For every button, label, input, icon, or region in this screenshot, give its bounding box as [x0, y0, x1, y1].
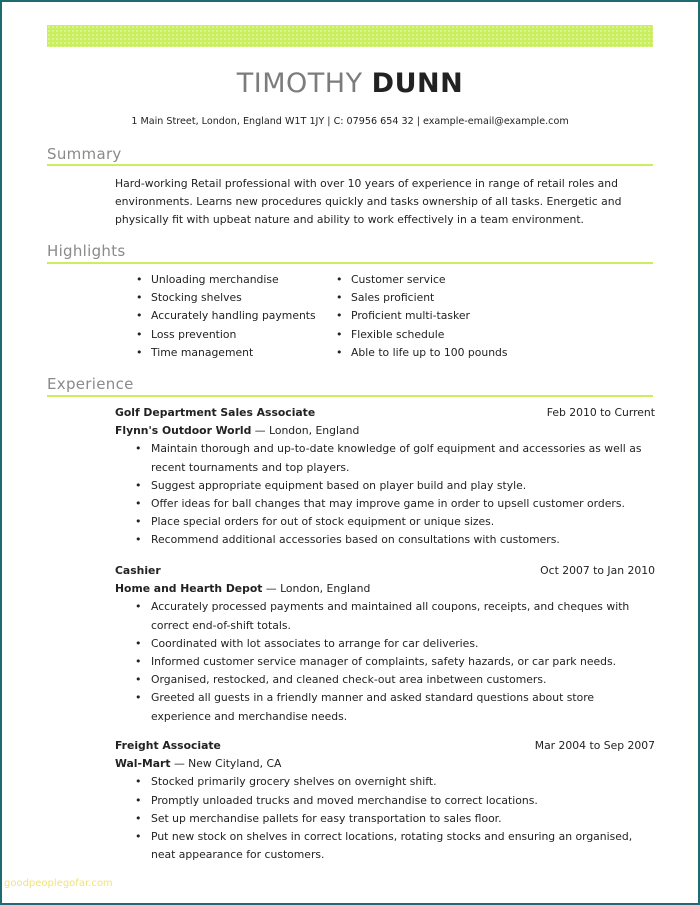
company-name: Wal-Mart — [115, 757, 171, 771]
job-bullet: • Informed customer service manager of complaints, safety hazards, or car park needs. — [135, 653, 655, 671]
highlight-item: • Customer service — [334, 271, 508, 289]
job-bullet: • Offer ideas for ball changes that may improve game in order to upsell customer orders. — [135, 495, 655, 513]
highlight-item: • Flexible schedule — [334, 326, 508, 344]
job-bullet: • Coordinated with lot associates to arrange for car deliveries. — [135, 635, 655, 653]
job-title: Golf Department Sales Associate — [115, 406, 316, 419]
highlights-rule — [47, 262, 653, 264]
watermark-text: goodpeoplegofar.com — [4, 878, 113, 889]
highlight-item: • Loss prevention — [134, 326, 316, 344]
candidate-name — [0, 68, 700, 99]
highlights-heading: Highlights — [47, 242, 126, 260]
highlight-item: • Sales proficient — [334, 289, 508, 307]
summary-line: environments. Learns new procedures quickly and tasks ownership of all tasks. Energetic and — [115, 195, 622, 208]
summary-line: Hard-working Retail professional with over 10 years of experience in range of retail roles and — [115, 177, 618, 190]
job-bullets — [135, 440, 655, 549]
job-bullet: • Accurately processed payments and maintained all coupons, receipts, and cheques with correct end-of-shift totals. — [135, 598, 655, 634]
job-dates: Mar 2004 to Sep 2007 — [534, 739, 655, 752]
contact-line: 1 Main Street, London, England W1T 1JY | C: 07956 654 32 | example-email@example.com — [131, 116, 569, 127]
company-name: Flynn's Outdoor World — [115, 424, 252, 438]
experience-heading: Experience — [47, 375, 134, 393]
job-bullets — [135, 773, 655, 864]
highlight-item: • Able to life up to 100 pounds — [334, 344, 508, 362]
highlight-item: • Unloading merchandise — [134, 271, 316, 289]
job-bullet: • Organised, restocked, and cleaned check-out area inbetween customers. — [135, 671, 655, 689]
company-location: — London, England — [251, 424, 360, 438]
highlight-item: • Accurately handling payments — [134, 307, 316, 325]
company-location: — New Cityland, CA — [170, 757, 282, 771]
job-entry — [115, 562, 655, 726]
summary-heading: Summary — [47, 145, 122, 163]
job-bullet: • Recommend additional accessories based on consultations with customers. — [135, 531, 655, 549]
company-name: Home and Hearth Depot — [115, 582, 263, 596]
job-bullet: • Maintain thorough and up-to-date knowledge of golf equipment and accessories as well as recent tournaments and top players. — [135, 440, 655, 476]
highlights-right-list — [334, 271, 508, 362]
last-name: DUNN — [371, 68, 464, 99]
job-title: Freight Associate — [115, 739, 221, 752]
job-bullet: • Promptly unloaded trucks and moved merchandise to correct locations. — [135, 792, 655, 810]
job-bullet: • Set up merchandise pallets for easy transportation to sales floor. — [135, 810, 655, 828]
job-title: Cashier — [115, 564, 161, 577]
job-entry — [115, 737, 655, 864]
job-dates: Oct 2007 to Jan 2010 — [540, 564, 655, 577]
summary-rule — [47, 164, 653, 166]
highlight-item: • Proficient multi-tasker — [334, 307, 508, 325]
job-bullet: • Place special orders for out of stock equipment or unique sizes. — [135, 513, 655, 531]
job-bullets — [135, 598, 655, 725]
job-entry — [115, 404, 655, 550]
experience-rule — [47, 395, 653, 397]
accent-header-bar — [47, 25, 653, 47]
summary-text — [115, 175, 655, 229]
job-bullet: • Greeted all guests in a friendly manner and asked standard questions about store experience and merchandise needs. — [135, 689, 655, 725]
job-bullet: • Suggest appropriate equipment based on player build and play style. — [135, 477, 655, 495]
summary-line: physically fit with upbeat nature and ability to work effectively in a team environment. — [115, 213, 584, 226]
first-name: TIMOTHY — [236, 68, 363, 99]
highlights-left-list — [134, 271, 316, 362]
company-location: — London, England — [262, 582, 371, 596]
highlight-item: • Time management — [134, 344, 316, 362]
job-bullet: • Put new stock on shelves in correct locations, rotating stocks and ensuring an organised, neat appearance for customers. — [135, 828, 655, 864]
job-dates: Feb 2010 to Current — [546, 406, 655, 419]
job-bullet: • Stocked primarily grocery shelves on overnight shift. — [135, 773, 655, 791]
highlight-item: • Stocking shelves — [134, 289, 316, 307]
